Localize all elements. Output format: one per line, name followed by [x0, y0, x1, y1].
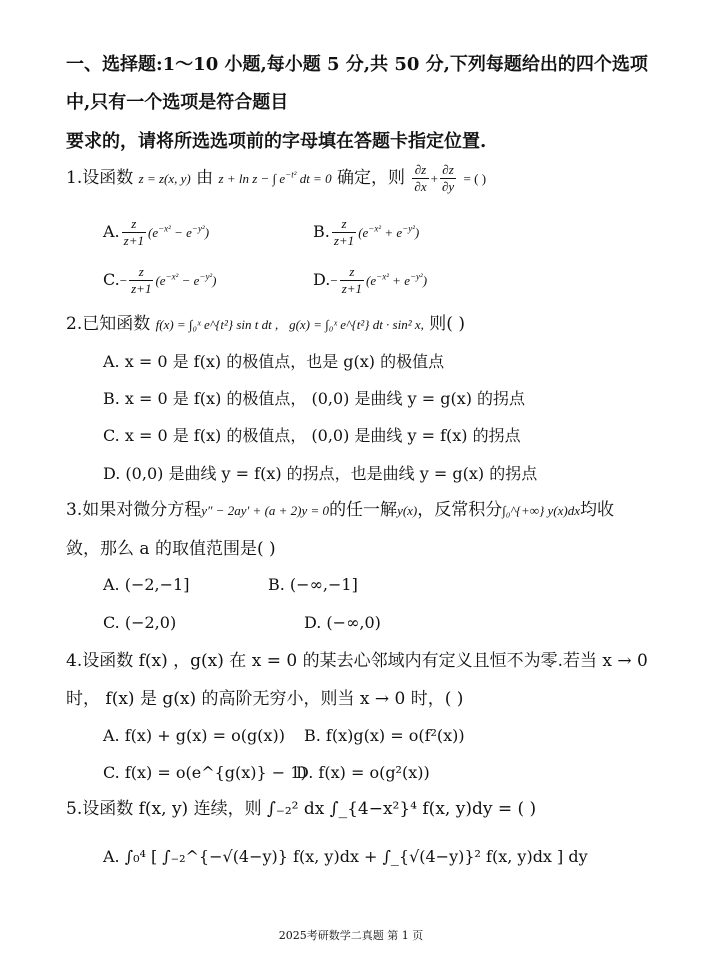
question-3-stem-line-1: [66, 498, 666, 523]
question-3-option-c[interactable]: C. (−2,0): [103, 613, 177, 632]
question-2-option-d[interactable]: D. (0,0) 是曲线 y = f(x) 的拐点，也是曲线 y = g(x) 的拐点: [103, 464, 538, 483]
question-1-post: 确定，则: [336, 168, 405, 188]
question-4-option-a[interactable]: A. f(x) + g(x) = o(g(x)): [103, 726, 285, 745]
question-3-end: 均收: [580, 500, 614, 520]
question-2-stem: [66, 312, 666, 337]
page-footer: 2025考研数学二真题 第 1 页: [278, 929, 424, 942]
question-2-f-definition: f(x) = ∫₀ˣ e^{t²} sin t dt ,: [155, 317, 279, 332]
question-1-partial-x: $\frac{\partial z}{\partial x}$: [414, 162, 427, 194]
question-3-equation: y″ − 2ay′ + (a + 2)y = 0: [201, 503, 330, 518]
question-2-option-c[interactable]: C. x = 0 是 f(x) 的极值点， (0,0) 是曲线 y = f(x) 的拐点: [103, 426, 521, 445]
question-3-integral: ∫₀^{+∞} y(x)dx: [502, 503, 580, 518]
question-3-option-a[interactable]: A. (−2,−1]: [103, 575, 190, 594]
question-1-option-b[interactable]: B. $\frac{z}{z+1}$ $(e^{-x^2} + e^{-y^2})$: [313, 216, 420, 248]
question-2-g-definition: g(x) = ∫₀ˣ e^{t²} dt · sin² x,: [289, 317, 424, 332]
question-3-option-d[interactable]: D. (−∞,0): [304, 613, 381, 632]
question-1-equation: z + ln z − ∫ $e^{-t^2}$ dt = 0: [218, 169, 332, 186]
question-3-stem-line-2: 敛，那么 a 的取值范围是( ): [66, 539, 276, 559]
section-header-line-1: 一、选择题:1～10 小题,每小题 5 分,共 50 分,下列每题给出的四个选项: [66, 54, 648, 75]
question-2-prefix: 已知函数: [82, 314, 151, 334]
question-4-option-d[interactable]: D. f(x) = o(g²(x)): [296, 763, 430, 782]
question-4-option-b[interactable]: B. f(x)g(x) = o(f²(x)): [304, 726, 465, 745]
question-3-post: ，反常积分: [417, 500, 503, 520]
question-4-option-c[interactable]: C. f(x) = o(e^{g(x)} − 1): [103, 763, 307, 782]
question-3-solution: y(x): [397, 503, 418, 518]
question-4-stem-line-1: 4.设函数 f(x) ，g(x) 在 x = 0 的某去心邻域内有定义且恒不为零.若当 x → 0: [66, 651, 648, 671]
question-3-prefix: 3.如果对微分方程: [66, 500, 202, 520]
question-2-number: 2.: [66, 314, 83, 334]
question-1-function: z = z(x, y): [138, 171, 191, 186]
question-1-mid: 由: [196, 168, 214, 188]
question-2-option-a[interactable]: A. x = 0 是 f(x) 的极值点，也是 g(x) 的极值点: [103, 352, 445, 371]
question-1-prefix: 设函数: [82, 168, 134, 188]
question-1-tail: = ( ): [463, 171, 487, 186]
question-5-option-a[interactable]: A. ∫₀⁴ [ ∫₋₂^{−√(4−y)} f(x, y)dx + ∫_{√(4−y)}² f(x, y)dx ] dy: [103, 847, 588, 866]
section-header-line-3: 要求的，请将所选选项前的字母填在答题卡指定位置.: [66, 131, 487, 152]
question-1-number: 1.: [66, 168, 83, 188]
question-5-stem: 5.设函数 f(x, y) 连续，则 ∫₋₂² dx ∫_{4−x²}⁴ f(x, y)dy = ( ): [66, 799, 537, 819]
question-1-partial-y: $\frac{\partial z}{\partial y}$: [441, 162, 455, 194]
question-1-option-c[interactable]: C.− $\frac{z}{z+1}$ $(e^{-x^2} - e^{-y^2})$: [103, 264, 217, 296]
question-1-option-d[interactable]: D.− $\frac{z}{z+1}$ $(e^{-x^2} + e^{-y^2})$: [313, 264, 428, 296]
question-2-option-b[interactable]: B. x = 0 是 f(x) 的极值点， (0,0) 是曲线 y = g(x) 的拐点: [103, 389, 526, 408]
question-1-option-a[interactable]: A. $\frac{z}{z+1}$ $(e^{-x^2} - e^{-y^2})$: [103, 216, 210, 248]
question-2-post: 则( ): [429, 314, 465, 334]
question-1-stem: 1.设函数 z = z(x, y) 由 z + ln z − ∫ $e^{-t^2}$ dt = 0 确定，则 $\frac{\partial z}{\partial x}$ + $\frac{\partial z}{\partial y}$ = ( ): [66, 162, 487, 194]
question-3-mid: 的任一解: [329, 500, 398, 520]
question-3-option-b[interactable]: B. (−∞,−1]: [268, 575, 358, 594]
question-4-stem-line-2: 时， f(x) 是 g(x) 的高阶无穷小，则当 x → 0 时，( ): [66, 689, 464, 709]
section-header-line-2: 中,只有一个选项是符合题目: [66, 92, 289, 113]
